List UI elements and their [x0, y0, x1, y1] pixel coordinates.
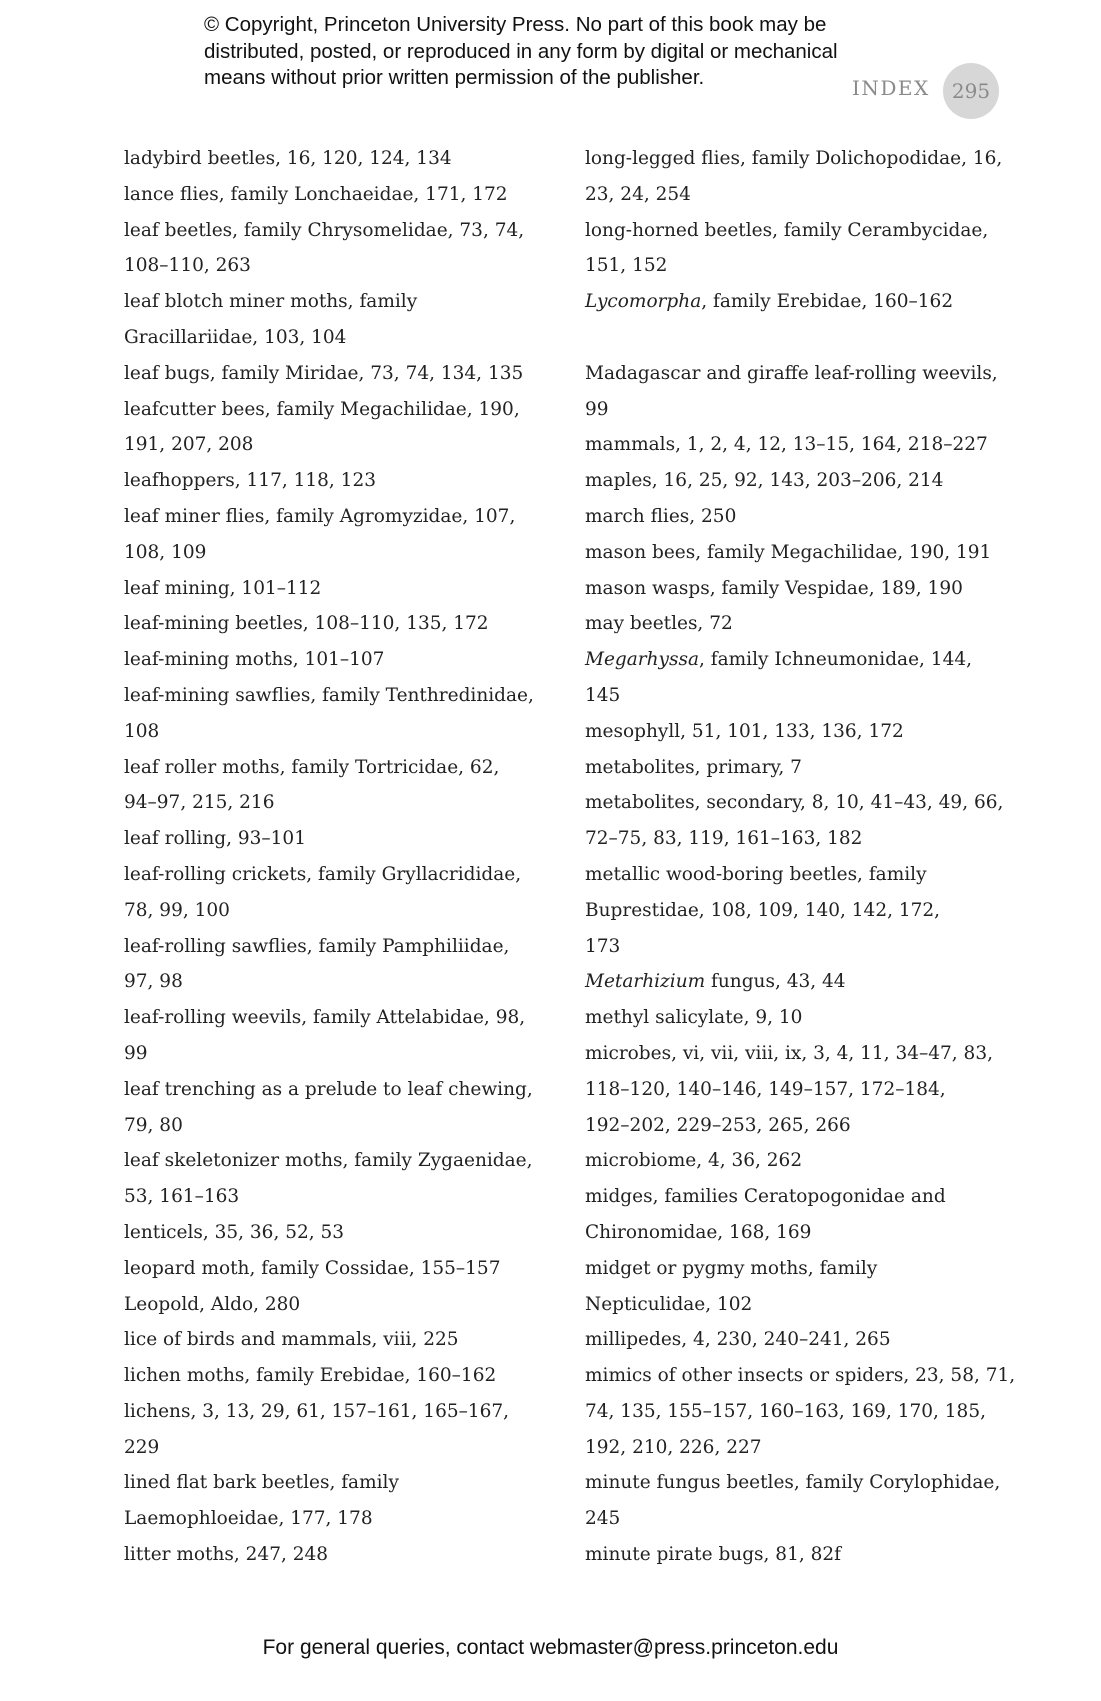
page-number-badge: 295 [943, 63, 999, 119]
index-entry-line: 191, 207, 208 [124, 434, 254, 456]
index-entry-text: , family Erebidae, 160–162 [701, 291, 954, 313]
index-entry-line: metabolites, primary, 7 [585, 756, 802, 778]
index-entry [124, 284, 554, 356]
index-entry-line: Chironomidae, 168, 169 [585, 1221, 812, 1243]
index-entry [585, 1000, 1005, 1036]
index-entry [124, 929, 554, 1001]
index-entry-line [585, 964, 1005, 1000]
index-entry-line: 173 [585, 935, 621, 957]
index-entry [585, 642, 1005, 714]
index-entry [124, 463, 554, 499]
index-entry-line: Laemophloeidae, 177, 178 [124, 1508, 373, 1530]
index-entry [585, 1358, 1016, 1465]
index-entry-line: leaf roller moths, family Tortricidae, 62, [124, 756, 500, 778]
index-entry [585, 1322, 1005, 1358]
copyright-line: distributed, posted, or reproduced in any form by digital or mechanical [204, 39, 838, 63]
copyright-line: means without prior written permission of the publisher. [204, 66, 705, 89]
index-entry-line: leaf-rolling weevils, family Attelabidae, 98, [124, 1007, 526, 1029]
index-entry-line: 97, 98 [124, 971, 183, 993]
index-entry [124, 1000, 554, 1072]
index-entry [585, 356, 1005, 428]
index-entry-line: march flies, 250 [585, 505, 737, 527]
index-entry [124, 356, 554, 392]
index-entry-line: leaf-mining moths, 101–107 [124, 649, 385, 671]
index-entry-line: 108–110, 263 [124, 255, 251, 277]
index-entry-line: midges, families Ceratopogonidae and [585, 1186, 946, 1208]
index-entry-line: leaf blotch miner moths, family [124, 291, 418, 313]
index-entry-line: 78, 99, 100 [124, 899, 230, 921]
index-entry [585, 785, 1005, 857]
index-entry-line: leaf mining, 101–112 [124, 577, 322, 599]
index-entry-line: minute pirate bugs, 81, 82f [585, 1544, 841, 1566]
index-entry [124, 642, 554, 678]
index-entry [585, 1143, 1005, 1179]
index-entry-line: leopard moth, family Cossidae, 155–157 [124, 1257, 501, 1279]
index-entry-line: 151, 152 [585, 255, 668, 277]
index-entry [585, 141, 1005, 213]
index-entry-line [585, 642, 1005, 678]
index-entry [124, 1358, 554, 1394]
index-entry [124, 1537, 554, 1573]
index-entry [124, 606, 554, 642]
index-entry-line: mason bees, family Megachilidae, 190, 191 [585, 541, 992, 563]
index-entry [585, 499, 1005, 535]
index-entry-line: 108 [124, 720, 160, 742]
index-entry [585, 463, 1005, 499]
index-entry-italic-term: Lycomorpha [585, 291, 702, 313]
index-entry [124, 1143, 554, 1215]
index-entry-line: 108, 109 [124, 541, 207, 563]
index-entry-line: 74, 135, 155–157, 160–163, 169, 170, 185, [585, 1400, 986, 1422]
index-entry-line: 145 [585, 684, 621, 706]
index-entry [585, 750, 1005, 786]
index-entry [585, 1251, 1005, 1323]
index-entry-line: lice of birds and mammals, viii, 225 [124, 1329, 459, 1351]
index-entry-line: leaf rolling, 93–101 [124, 828, 306, 850]
index-entry-line: leaf bugs, family Miridae, 73, 74, 134, 135 [124, 362, 524, 384]
index-entry-line: long-horned beetles, family Cerambycidae, [585, 219, 989, 241]
index-entry-line: 192–202, 229–253, 265, 266 [585, 1114, 851, 1136]
index-entry [124, 1322, 554, 1358]
index-entry-line [585, 284, 1005, 320]
index-entry-line: metallic wood-boring beetles, family [585, 863, 927, 885]
index-entry [585, 964, 1005, 1000]
index-entry [124, 177, 554, 213]
index-entry-line: leafcutter bees, family Megachilidae, 190, [124, 398, 520, 420]
index-entry [585, 857, 1005, 964]
index-entry [124, 857, 554, 929]
index-entry-line: 99 [585, 398, 609, 420]
index-entry-line: litter moths, 247, 248 [124, 1544, 329, 1566]
index-entry-line: mesophyll, 51, 101, 133, 136, 172 [585, 720, 904, 742]
index-entry-line: 99 [124, 1042, 148, 1064]
index-entry [124, 571, 554, 607]
index-entry [585, 606, 1005, 642]
index-entry [585, 571, 1005, 607]
index-entry-line: 229 [124, 1436, 160, 1458]
index-entry-line: metabolites, secondary, 8, 10, 41–43, 49, 66, [585, 792, 1004, 814]
index-entry-line: 79, 80 [124, 1114, 183, 1136]
index-entry [124, 141, 554, 177]
index-entry-line: leaf-mining sawflies, family Tenthredinidae, [124, 684, 534, 706]
index-entry [585, 284, 1005, 320]
index-entry-line: millipedes, 4, 230, 240–241, 265 [585, 1329, 891, 1351]
index-entry [585, 1036, 1005, 1143]
index-entry-line: microbiome, 4, 36, 262 [585, 1150, 803, 1172]
index-entry [585, 714, 1005, 750]
index-entry-text: fungus, 43, 44 [705, 971, 846, 993]
index-entry-line: lichens, 3, 13, 29, 61, 157–161, 165–167, [124, 1400, 510, 1422]
index-entry [124, 1287, 554, 1323]
footer-contact: For general queries, contact webmaster@press.princeton.edu [262, 1636, 839, 1659]
index-entry-italic-term: Megarhyssa [585, 649, 699, 671]
index-entry-line: 192, 210, 226, 227 [585, 1436, 762, 1458]
index-entry [124, 1394, 554, 1466]
index-entry [124, 499, 554, 571]
index-entry-line: lined flat bark beetles, family [124, 1472, 399, 1494]
index-entry-line: 94–97, 215, 216 [124, 792, 275, 814]
index-entry [124, 678, 554, 750]
index-entry [585, 535, 1005, 571]
index-entry [585, 213, 1005, 285]
index-entry-italic-term: Metarhizium [585, 971, 706, 993]
index-entry-line: 72–75, 83, 119, 161–163, 182 [585, 828, 863, 850]
index-column-left [124, 141, 554, 1573]
index-entry-line: 118–120, 140–146, 149–157, 172–184, [585, 1078, 946, 1100]
copyright-line: © Copyright, Princeton University Press. No part of this book may be [204, 13, 827, 36]
index-entry-line: leaf miner flies, family Agromyzidae, 107, [124, 505, 516, 527]
index-entry-line: leaf-rolling sawflies, family Pamphiliidae, [124, 935, 510, 957]
index-entry-line: leaf beetles, family Chrysomelidae, 73, 74, [124, 219, 525, 241]
index-entry [124, 750, 554, 822]
running-head: INDEX [852, 76, 930, 100]
index-entry [585, 427, 1005, 463]
index-entry [124, 1251, 554, 1287]
index-entry-line: leaf skeletonizer moths, family Zygaenidae, [124, 1150, 533, 1172]
index-entry-line: Gracillariidae, 103, 104 [124, 326, 347, 348]
index-entry-line: leaf-mining beetles, 108–110, 135, 172 [124, 613, 489, 635]
index-entry-line: ladybird beetles, 16, 120, 124, 134 [124, 148, 452, 169]
index-entry-line: microbes, vi, vii, viii, ix, 3, 4, 11, 34–47, 83, [585, 1042, 993, 1064]
index-entry-line: 23, 24, 254 [585, 183, 691, 205]
copyright-notice [204, 12, 904, 92]
index-entry-line: long-legged flies, family Dolichopodidae, 16, [585, 148, 1003, 169]
index-entry-line: Madagascar and giraffe leaf-rolling weevils, [585, 362, 998, 384]
index-entry-line: midget or pygmy moths, family [585, 1257, 878, 1279]
index-entry [124, 821, 554, 857]
index-entry [124, 1215, 554, 1251]
index-entry-line: methyl salicylate, 9, 10 [585, 1007, 803, 1029]
index-entry-line: Nepticulidae, 102 [585, 1293, 753, 1315]
index-entry [124, 1072, 554, 1144]
index-entry-line: mimics of other insects or spiders, 23, 58, 71, [585, 1365, 1016, 1387]
index-entry [124, 1465, 554, 1537]
index-entry-line: lichen moths, family Erebidae, 160–162 [124, 1365, 497, 1387]
index-entry-line: maples, 16, 25, 92, 143, 203–206, 214 [585, 470, 944, 492]
index-entry-line: leafhoppers, 117, 118, 123 [124, 470, 376, 492]
index-entry-line: Leopold, Aldo, 280 [124, 1293, 301, 1315]
index-column-right [585, 141, 1016, 1573]
index-entry-line: leaf trenching as a prelude to leaf chewing, [124, 1078, 533, 1100]
index-entry-line: Buprestidae, 108, 109, 140, 142, 172, [585, 899, 941, 921]
index-entry-line: mason wasps, family Vespidae, 189, 190 [585, 577, 963, 599]
index-entry [124, 392, 554, 464]
index-entry-text: , family Ichneumonidae, 144, [699, 649, 972, 671]
index-entry [585, 1465, 1005, 1537]
index-entry-line: lance flies, family Lonchaeidae, 171, 172 [124, 183, 508, 205]
index-entry-line: 245 [585, 1508, 621, 1530]
index-entry-line: 53, 161–163 [124, 1186, 240, 1208]
index-entry-line: leaf-rolling crickets, family Gryllacrididae, [124, 863, 522, 885]
index-entry-line: lenticels, 35, 36, 52, 53 [124, 1221, 345, 1243]
index-entry [124, 213, 554, 285]
index-entry [585, 1537, 1005, 1573]
index-entry-line: mammals, 1, 2, 4, 12, 13–15, 164, 218–227 [585, 434, 988, 456]
index-entry [585, 1179, 1005, 1251]
index-entry-line: minute fungus beetles, family Corylophidae, [585, 1472, 1001, 1494]
index-entry-line: may beetles, 72 [585, 613, 733, 635]
